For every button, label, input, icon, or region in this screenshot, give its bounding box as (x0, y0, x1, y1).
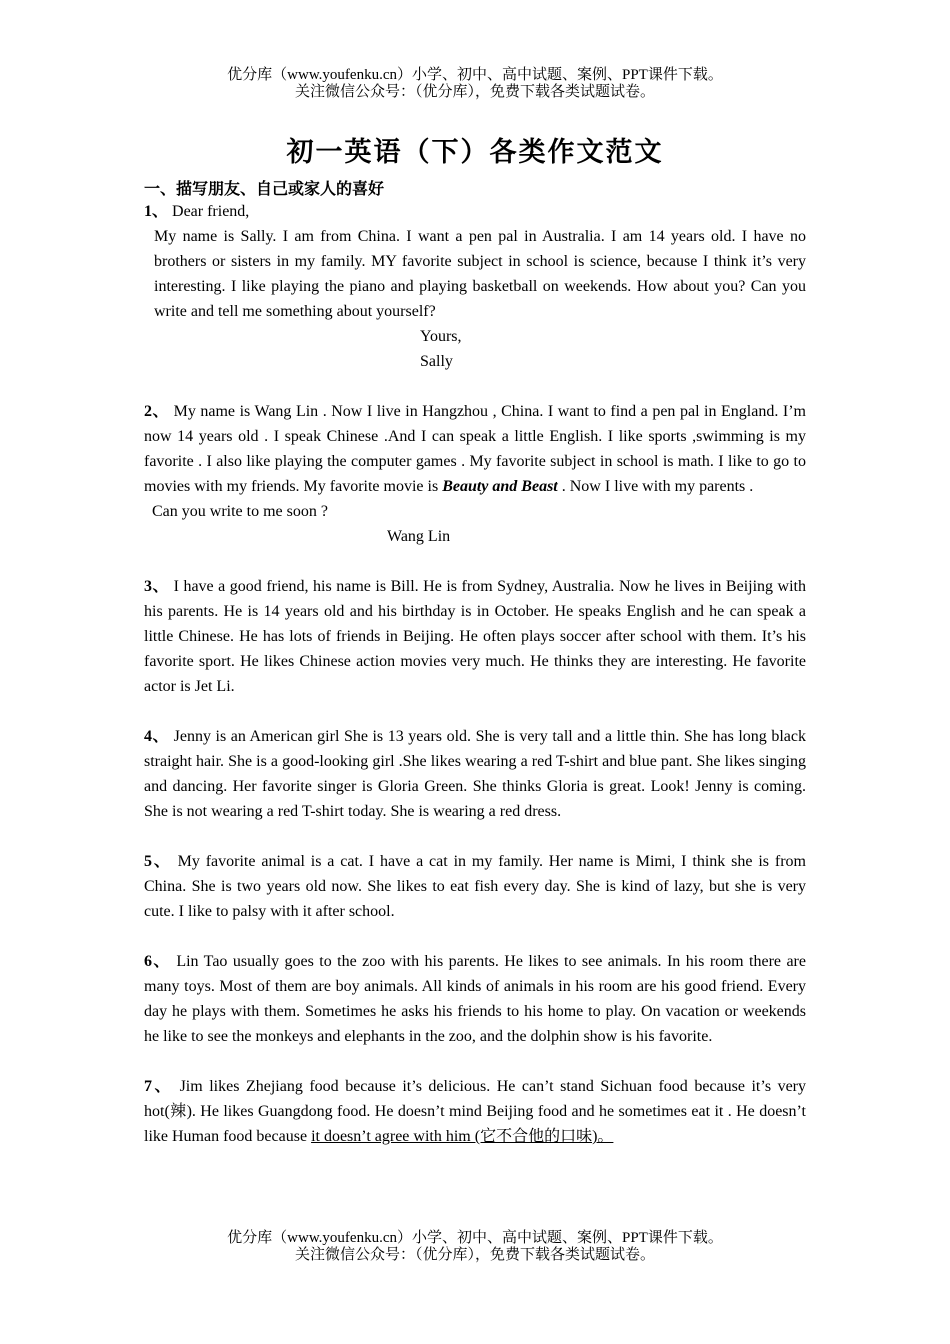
essay-2-question: Can you write to me soon ? (152, 503, 328, 520)
essay-number: 3、 (144, 578, 170, 595)
essay-number: 2、 (144, 403, 170, 420)
body-text: Jim likes Zhejiang food because it’s delicious. He can’t stand Sichuan food because it’s very hot(辣). He likes Guangdong food. He doesn’t mind Beijing food and he sometimes eat it . He doesn’t like Human food because (144, 1078, 806, 1145)
body-text: I have a good friend, his name is Bill. He is from Sydney, Australia. Now he lives in Beijing with his parents. He is 14 years old and his birthday is in October. He speaks English and he can speak a little Chinese. He has lots of friends in Beijing. He often plays soccer after school with them. It’s his favorite sport. He likes Chinese action movies very much. He thinks they are interesting. He favorite actor is Jet Li. (144, 578, 807, 695)
header-line-1: 优分库（www.youfenku.cn）小学、初中、高中试题、案例、PPT课件下载。 (227, 67, 723, 83)
essay-2-body (144, 399, 806, 499)
header-line-2: 关注微信公众号：（优分库），免费下载各类试题试卷。 (294, 84, 655, 100)
body-text: My name is Wang Lin . Now I live in Hangzhou , China. I want to find a pen pal in England. I’m now 14 years old . I speak Chinese .And I can speak a little English. I like sports ,swimming is my favorite . I also like playing the computer games . My favorite subject in school is math. I like to go to movies with my friends. My favorite movie is (144, 403, 806, 495)
page-footer (0, 1230, 950, 1264)
underlined-phrase: it doesn’t agree with him (它不合他的口味)。 (311, 1128, 614, 1145)
essay-3-body (144, 574, 806, 699)
greeting-text: Dear friend, (172, 203, 250, 220)
body-text: Jenny is an American girl She is 13 years old. She is very tall and a little thin. She has long black straight hair. She is a good-looking girl .She likes wearing a red T-shirt and blue pant. She likes singing and dancing. Her favorite singer is Gloria Green. She thinks Gloria is great. Look! Jenny is coming. She is not wearing a red T-shirt today. She is wearing a red dress. (144, 728, 806, 820)
essay-2-signature: Wang Lin (387, 528, 451, 545)
essay-1-greeting (144, 199, 806, 224)
page-header (0, 67, 950, 101)
body-text: Lin Tao usually goes to the zoo with his parents. He likes to see animals. In his room there are many toys. Most of them are boy animals. All kinds of animals in his room are his good friend. Every day he plays with them. Sometimes he asks his friends to his home to play. On vacation or weekends he like to see the monkeys and elephants in the zoo, and the dolphin show is his favorite. (144, 953, 806, 1045)
essay-6-body (144, 949, 806, 1049)
body-text-end: . Now I live with my parents . (561, 478, 754, 495)
essay-1-closing: Yours, (420, 328, 462, 345)
body-text: My favorite animal is a cat. I have a cat in my family. Her name is Mimi, I think she is from China. She is two years old now. She likes to eat fish every day. She is kind of lazy, but she is very cute. I like to palsy with it after school. (144, 853, 806, 920)
essay-1-signature: Sally (420, 353, 453, 370)
footer-line-2: 关注微信公众号：（优分库），免费下载各类试题试卷。 (294, 1247, 655, 1263)
essay-number: 4、 (144, 728, 170, 745)
section-heading: 一、描写朋友、自己或家人的喜好 (144, 179, 385, 198)
movie-title: Beauty and Beast (442, 478, 558, 495)
footer-line-1: 优分库（www.youfenku.cn）小学、初中、高中试题、案例、PPT课件下载。 (227, 1230, 723, 1246)
essay-number: 1、 (144, 203, 169, 220)
document-title: 初一英语（下）各类作文范文 (286, 137, 664, 168)
essay-number: 5、 (144, 853, 172, 870)
essay-number: 7、 (144, 1078, 174, 1095)
essay-5-body (144, 849, 806, 924)
essay-number: 6、 (144, 953, 171, 970)
essay-4-body (144, 724, 806, 824)
essay-7-body (144, 1074, 806, 1149)
document-body (144, 199, 806, 1149)
essay-1-body: My name is Sally. I am from China. I want a pen pal in Australia. I am 14 years old. I have no brothers or sisters in my family. MY favorite subject in school is science, because I think it’s very interesting. I like playing the piano and playing basketball on weekends. How about you? Can you write and tell me something about yourself? (154, 228, 806, 320)
